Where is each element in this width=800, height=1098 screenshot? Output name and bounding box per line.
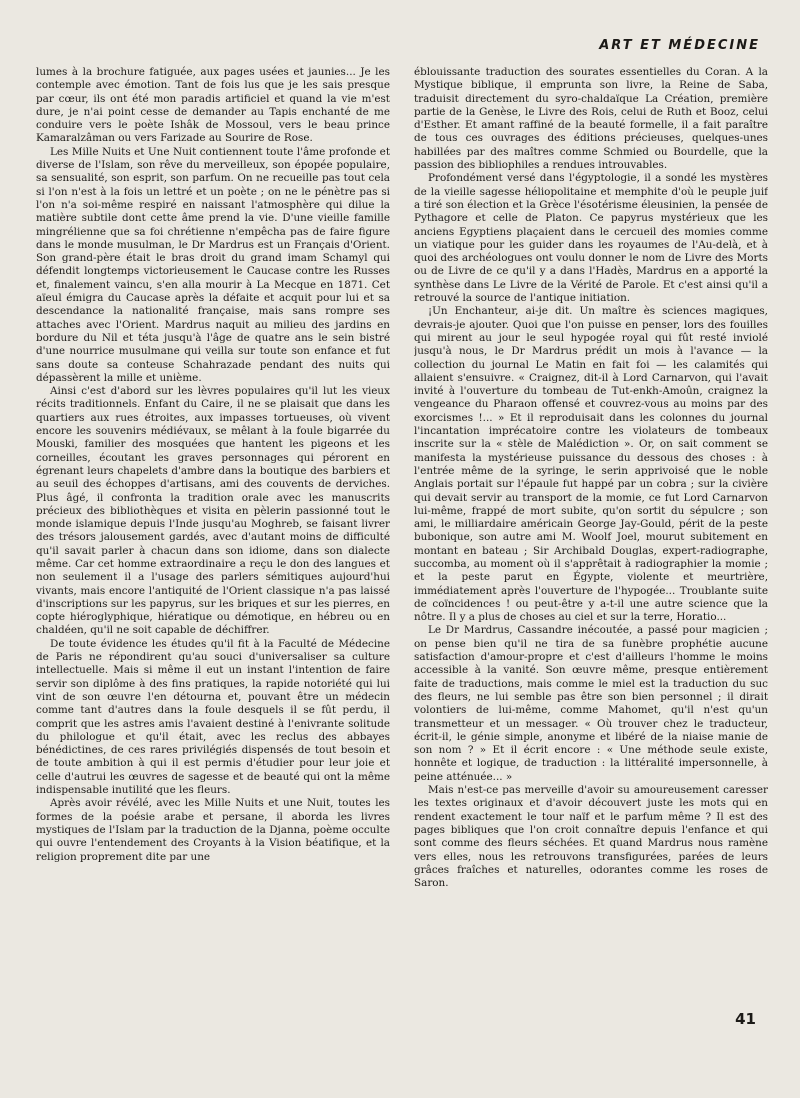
page-number: 41	[735, 1010, 756, 1028]
paragraph: éblouissante traduction des sourates essentielles du Coran. A la Mystique biblique, il emprunta son livre, la Reine de Saba, traduisit directement du syro-chaldaïque La Création, première partie de la Genèse, le Livre des Rois, celui de Ruth et Booz, celui d'Esther. Et amant raffiné de la beauté formelle, il a fait paraître de tous ces ouvrages des éditions précieuses, quelques-unes habillées par des maîtres comme Schmied ou Bourdelle, que la passion des bibliophiles a rendues introuvables.	[414, 66, 768, 172]
text-columns	[36, 66, 768, 1050]
paragraph: Ainsi c'est d'abord sur les lèvres populaires qu'il lut les vieux récits traditionnels. Enfant du Caire, il ne se plaisait que dans les quartiers aux rues étroites, aux impasses tortueuses, où vivent encore les souvenirs médiévaux, se mêlant à la foule bigarrée du Mouski, familier des mosquées que hantent les pigeons et les corneilles, écoutant les graves personnages qui pérorent en égrenant leurs chapelets d'ambre dans la boutique des barbiers et au seuil des échoppes d'artisans, ami des couvents de derviches. Plus âgé, il confronta la tradition orale avec les manuscrits précieux des bibliothèques et visita en pèlerin passionné tout le monde islamique depuis l'Inde jusqu'au Moghreb, se faisant livrer des trésors jalousement gardés, avec d'autant moins de difficulté qu'il savait parler à chacun dans son idiome, dans son dialecte même. Car cet homme extraordinaire a reçu le don des langues et non seulement il a l'usage des parlers sémitiques aujourd'hui vivants, mais encore l'antiquité de l'Orient classique n'a pas laissé d'inscriptions sur les papyrus, sur les briques et sur les pierres, en copte hiéroglyphique, hiératique ou démotique, en hébreu ou en chaldéen, qu'il ne soit capable de déchiffrer.	[36, 385, 390, 637]
paragraph: ¡Un Enchanteur, ai-je dit. Un maître ès sciences magiques, devrais-je ajouter. Quoi que l'on puisse en penser, lors des fouilles qui mirent au jour le seul hypogée royal qui fût resté inviolé jusqu'à nous, le Dr Mardrus prédit un mois à l'avance — la collection du journal Le Matin en fait foi — les calamités qui allaient s'ensuivre. « Craignez, dit-il à Lord Carnarvon, qui l'avait invité à l'ouverture du tombeau de Tut-enkh-Amoûn, craignez la vengeance du Pharaon offensé et couvrez-vous au moins par des exorcismes !... » Et il reproduisait dans les colonnes du journal l'incantation imprécatoire contre les violateurs de tombeaux inscrite sur la « stèle de Malédiction ». Or, on sait comment se manifesta la mystérieuse puissance du dessous des choses : à l'entrée même de la syringe, le serin apprivoisé que le noble Anglais portait sur l'épaule fut happé par un cobra ; sur la civière qui devait servir au transport de la momie, ce fut Lord Carnarvon lui-même, frappé de mort subite, qu'on sortit du sépulcre ; son ami, le milliardaire américain George Jay-Gould, périt de la peste bubonique, son autre ami M. Woolf Joel, mourut subitement en montant en bateau ; Sir Archibald Douglas, expert-radiographe, succomba, au moment où il s'apprêtait à radiographier la momie ; et la peste parut en Égypte, violente et meurtrière, immédiatement après l'ouverture de l'hypogée... Troublante suite de coïncidences ! ou peut-être y a-t-il une autre science que la nôtre. Il y a plus de choses au ciel et sur la terre, Horatio...	[414, 305, 768, 624]
left-column	[36, 66, 390, 1050]
paragraph: De toute évidence les études qu'il fit à la Faculté de Médecine de Paris ne répondirent qu'au souci d'universaliser sa culture intellectuelle. Mais si même il eut un instant l'intention de faire servir son diplôme à des fins pratiques, la rapide notoriété qui lui vint de son œuvre l'en détourna et, pouvant être un médecin comme tant d'autres dans la foule desquels il se fût perdu, il comprit que les astres amis l'avaient destiné à l'enivrante solitude du philologue et qu'il était, avec les reclus des abbayes bénédictines, de ces rares privilégiés dispensés de tout besoin et de toute ambition à qui il est permis d'étudier pour leur joie et celle d'autrui les œuvres de sagesse et de beauté qui ont la même indispensable inutilité que les fleurs.	[36, 637, 390, 797]
paragraph: Le Dr Mardrus, Cassandre inécoutée, a passé pour magicien ; on pense bien qu'il ne tira de sa funèbre prophétie aucune satisfaction d'amour-propre et c'est d'ailleurs l'homme le moins accessible à la vanité. Son œuvre même, presque entièrement faite de traductions, mais comme le miel est la traduction du suc des fleurs, ne lui semble pas être son bien personnel ; il dirait volontiers de lui-même, comme Mahomet, qu'il n'est qu'un transmetteur et un messager. « Où trouver chez le traducteur, écrit-il, le génie simple, anonyme et libéré de la niaise manie de son nom ? » Et il écrit encore : « Une méthode seule existe, honnête et logique, de traduction : la littéralité impersonnelle, à peine atténuée... »	[414, 624, 768, 783]
right-column	[414, 66, 768, 1050]
paragraph: Les Mille Nuits et Une Nuit contiennent toute l'âme profonde et diverse de l'Islam, son rêve du merveilleux, son épopée populaire, sa sensualité, son esprit, son parfum. On ne recueille pas tout cela si l'on n'est à la fois un lettré et un poète ; on ne le pénètre pas si l'on n'a soi-même respiré en naissant l'atmosphère qui dilue la matière subtile dont cette âme prend la vie. D'une vieille famille mingrélienne que sa foi chrétienne n'empêcha pas de faire figure dans le monde musulman, le Dr Mardrus est un Français d'Orient. Son grand-père était le bras droit du grand imam Schamyl qui défendit longtemps victorieusement le Caucase contre les Russes et, finalement vaincu, s'en alla mourir à La Mecque en 1871. Cet aïeul émigra du Caucase après la défaite et acquit pour lui et sa descendance la nationalité française, mais sans rompre ses attaches avec l'Orient. Mardrus naquit au milieu des jardins en bordure du Nil et téta jusqu'à l'âge de quatre ans le sein bistré d'une nourrice musulmane qui veilla sur toute son enfance et fut sans doute sa conteuse Schahrazade pendant des nuits qui dépassèrent la mille et unième.	[36, 145, 390, 384]
running-header: ART ET MÉDECINE	[599, 38, 760, 53]
paragraph: Profondément versé dans l'égyptologie, il a sondé les mystères de la vieille sagesse héliopolitaine et memphite d'où le peuple juif a tiré son élection et la Grèce l'ésotérisme éleusinien, la pensée de Pythagore et celle de Platon. Ce papyrus mystérieux que les anciens Egyptiens plaçaient dans le cercueil des momies comme un viatique pour les guider dans les royaumes de l'Au-delà, et à quoi des archéologues ont voulu donner le nom de Livre des Morts ou de Livre de ce qu'il y a dans l'Hadès, Mardrus en a apporté la synthèse dans Le Livre de la Vérité de Parole. Et c'est ainsi qu'il a retrouvé la source de l'antique initiation.	[414, 172, 768, 305]
paragraph: Mais n'est-ce pas merveille d'avoir su amoureusement caresser les textes originaux et d'avoir découvert juste les mots qui en rendent exactement le tour naïf et le parfum même ? Il est des pages bibliques que l'on croit connaître depuis l'enfance et qui sont comme des fleurs séchées. Et quand Mardrus nous ramène vers elles, nous les retrouvons transfigurées, parées de leurs grâces fraîches et naturelles, odorantes comme les roses de Saron.	[414, 784, 768, 890]
paragraph: Après avoir révélé, avec les Mille Nuits et une Nuit, toutes les formes de la poésie arabe et persane, il aborda les livres mystiques de l'Islam par la traduction de la Djanna, poème occulte qui ouvre l'entendement des Croyants à la Vision béatifique, et la religion proprement dite par une	[36, 797, 390, 863]
paragraph: lumes à la brochure fatiguée, aux pages usées et jaunies... Je les contemple avec émotion. Tant de fois lus que je les sais presque par cœur, ils ont été mon paradis artificiel et quand la vie m'est dure, je n'ai point cesse de demander au Tapis enchanté de me conduire vers le poète Ishâk de Mossoul, vers le beau prince Kamaralzâman ou vers Farizade au Sourire de Rose.	[36, 66, 390, 145]
